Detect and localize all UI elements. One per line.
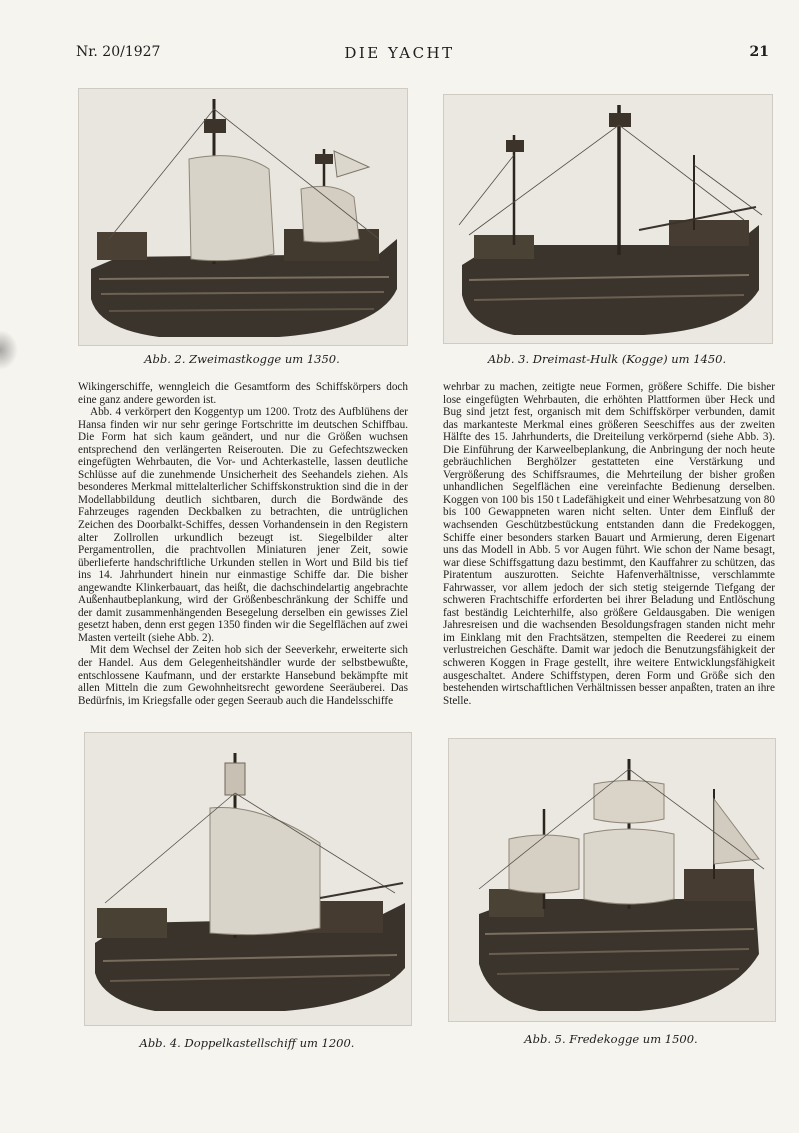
page-number: 21 [749,44,769,60]
figure-abb5-caption: Abb. 5. Fredekogge um 1500. [524,1032,698,1046]
magazine-title: DIE YACHT [344,44,455,62]
figure-abb3-caption: Abb. 3. Dreimast-Hulk (Kogge) um 1450. [487,352,727,366]
left-paragraph-1: Wikingerschiffe, wenngleich die Gesamtform des Schiffskörpers doch eine ganz andere geworden ist. [78,381,408,406]
issue-number: Nr. 20/1927 [76,44,161,60]
left-paragraph-3: Mit dem Wechsel der Zeiten hob sich der Seeverkehr, erweiterte sich der Handel. Aus dem Gelegenheitshändler wurde der selbstbewußte, entschlossene Kaufmann, und der erstarkte Hansebund bekämpfte mit allen Mitteln die zum Gewohnheitsrecht gewordene Seeräuberei. Das Bedürfnis, im Kriegsfalle oder gegen Seeraub auch die Handelsschiffe [78,644,408,707]
figure-abb2-caption: Abb. 2. Zweimastkogge um 1350. [144,352,340,366]
left-paragraph-2: Abb. 4 verkörpert den Koggentyp um 1200. Trotz des Aufblühens der Hansa finden wir nur sehr geringe Fortschritte im deutschen Schiffbau. Die Form hat sich kaum geändert, und nur die Größen wuchsen entsprechend den verlängerten Reiserouten. Die zu Gefechtszwecken eingefügten Wehrbauten, die Vor- und Achterkastelle, lassen deutliche Schlüsse auf die zunehmende Unsicherheit des Seehandels ziehen. Als besonderes Merkmal mittelalterlicher Schiffskonstruktion sind die in der Modellabbildung deutlich sichtbaren, durch die Bordwände des Fahrzeuges ragenden Deckbalken zu betrachten, die untrüglichen Zeichen des Doorbalkt-Schiffes, dessen Vorhandensein in den Registern alter Zollrollen urkundlich bezeugt ist. Siegelbilder alter Pergamentrollen, die prachtvollen Miniaturen jener Zeit, sowie überlieferte handschriftliche Urkunden stellen in Wort und Bild bis tief ins 14. Jahrhundert hinein nur einmastige Schiffe dar. Die bisher angewandte Klinkerbauart, das heißt, die dachschindelartig angebrachte Außenhautbeplankung, wird der Größenbeschränkung der Schiffe und der damit zusammenhängenden Besegelung derselben ein gewisses Ziel gesetzt haben, denn erst gegen 1350 finden wir die Segelflächen auf zwei Masten verteilt (siehe Abb. 2). [78,406,408,644]
figure-abb2-photo [78,88,408,346]
right-paragraph-1: wehrbar zu machen, zeitigte neue Formen, größere Schiffe. Die bisher lose eingefügten Wehrbauten, die erhöhten Plattformen über Heck und Bug sind jetzt fest, organisch mit dem Schiffskörper verbunden, damit das markanteste Merkmal eines größeren Seeschiffes aus der zweiten Hälfte des 15. Jahrhunderts, die Dreiteilung verkörpernd (siehe Abb. 3). Die Einführung der Karweelbeplankung, die Anbringung der noch heute gebräuchlichen Berghölzer gestatteten eine Verstärkung und Vergrößerung des Schiffsraumes, die Mehrteilung der bisher großen unhandlichen Segelflächen eine vereinfachte Bedienung derselben. Koggen von 100 bis 150 t Ladefähigkeit und einer Wehrbesatzung von 80 bis 100 Gewappneten waren nicht selten. Unter dem Einfluß der wachsenden Geschützbestückung entstanden dann die Fredekoggen, Schiffe einer besonders starken Bauart und Armierung, deren Eigenart uns das Modell in Abb. 5 vor Augen führt. Wie schon der Name besagt, war diese Schiffsgattung dazu bestimmt, den Kauffahrer zu schützen, das Piratentum auszurotten. Seichte Hafenverhältnisse, verschlammte Fahrwasser, vor allem jedoch der sich stetig steigernde Tiefgang der schweren Frachtschiffe erforderten bei ihrer Beladung und Entlöschung fast beständig Leichterhilfe, also größere Geldausgaben. Die wenigen Jahresreisen und die wachsenden Besoldungsfragen standen nicht mehr im Einklang mit den Frachtsätzen, stempelten die Reederei zu einem verlustreichen Geschäfte. Damit war jedoch die Benutzungsfähigkeit der schweren Koggen in Frage gestellt, ihre weitere Entwicklungsfähigkeit ausgeschaltet. Andere Schiffstypen, deren Form und Größe sich den bestehenden wirtschaftlichen Verhältnissen besser anpaßten, traten an ihre Stelle. [443,381,775,707]
binding-shadow [0,330,18,370]
figure-abb4-caption: Abb. 4. Doppelkastellschiff um 1200. [139,1036,355,1050]
right-text-column [443,381,775,707]
figure-abb3-photo [443,94,773,344]
left-text-column [78,381,408,707]
figure-abb5-photo [448,738,776,1022]
figure-abb4-photo [84,732,412,1026]
